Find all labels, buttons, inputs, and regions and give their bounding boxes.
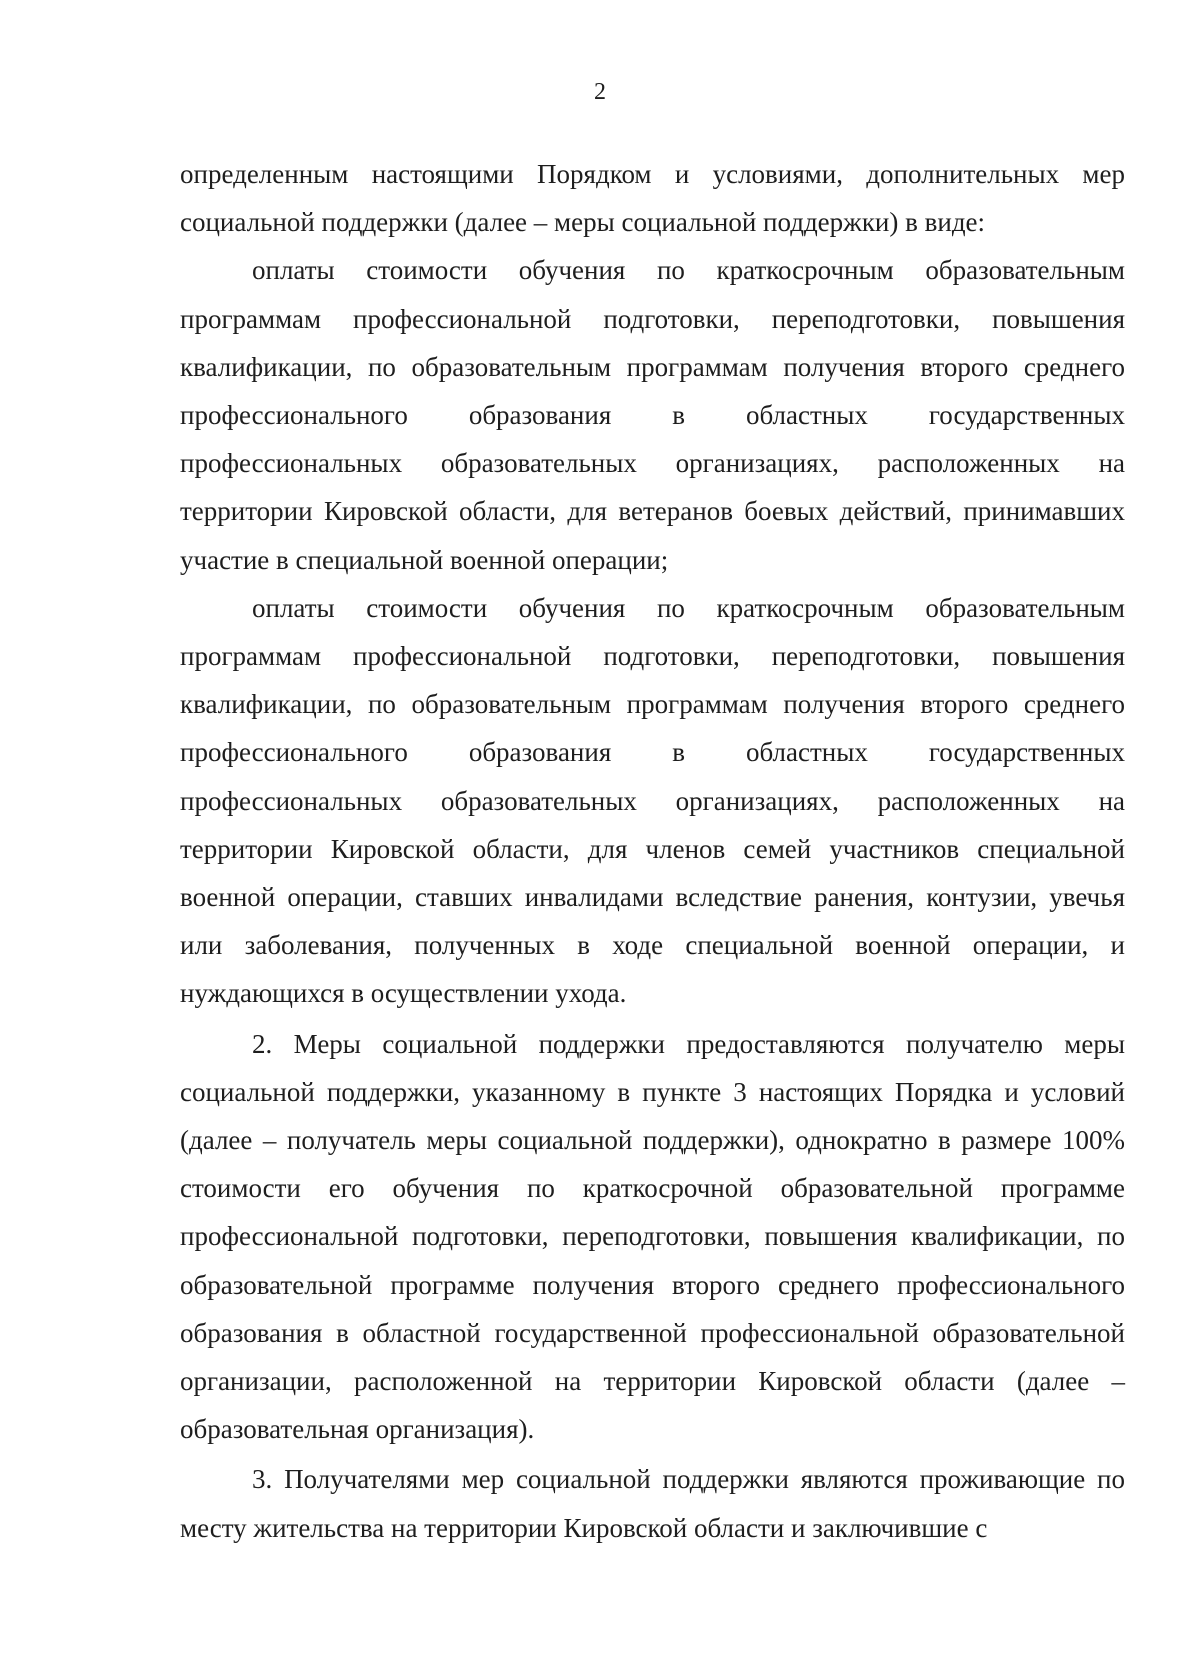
paragraph-measure-family-members: оплаты стоимости обучения по краткосрочным образовательным программам профессиональной подготовки, переподготовки, повышения квалификации, по образовательным программам получения второго среднего профессионального образования в областных государственных профессиональных образовательных организациях, расположенных на территории Кировской области, для членов семей участников специальной военной операции, ставших инвалидами вследствие ранения, контузии, увечья или заболевания, полученных в ходе специальной военной операции, и нуждающихся в осуществлении ухода. bbox=[180, 592, 1125, 1009]
paragraph-clause-3: 3. Получателями мер социальной поддержки являются проживающие по месту жительства на территории Кировской области и заключившие с bbox=[180, 1464, 1125, 1543]
paragraph-clause-2: 2. Меры социальной поддержки предоставляются получателю меры социальной поддержки, указанному в пункте 3 настоящих Порядка и условий (далее – получатель меры социальной поддержки), однократно в размере 100% стоимости его обучения по краткосрочной образовательной программе профессиональной подготовки, переподготовки, повышения квалификации, по образовательной программе получения второго среднего профессионального образования в областной государственной профессиональной образовательной организации, расположенной на территории Кировской области (далее – образовательная организация). bbox=[180, 1028, 1125, 1445]
page-number: 2 bbox=[594, 79, 606, 105]
paragraph-measure-veterans: оплаты стоимости обучения по краткосрочным образовательным программам профессиональной подготовки, переподготовки, повышения квалификации, по образовательным программам получения второго среднего профессионального образования в областных государственных профессиональных образовательных организациях, расположенных на территории Кировской области, для ветеранов боевых действий, принимавших участие в специальной военной операции; bbox=[180, 255, 1125, 575]
document-body bbox=[180, 150, 1125, 1552]
paragraph-continuation: определенным настоящими Порядком и условиями, дополнительных мер социальной поддержки (далее – меры социальной поддержки) в виде: bbox=[180, 159, 1125, 238]
